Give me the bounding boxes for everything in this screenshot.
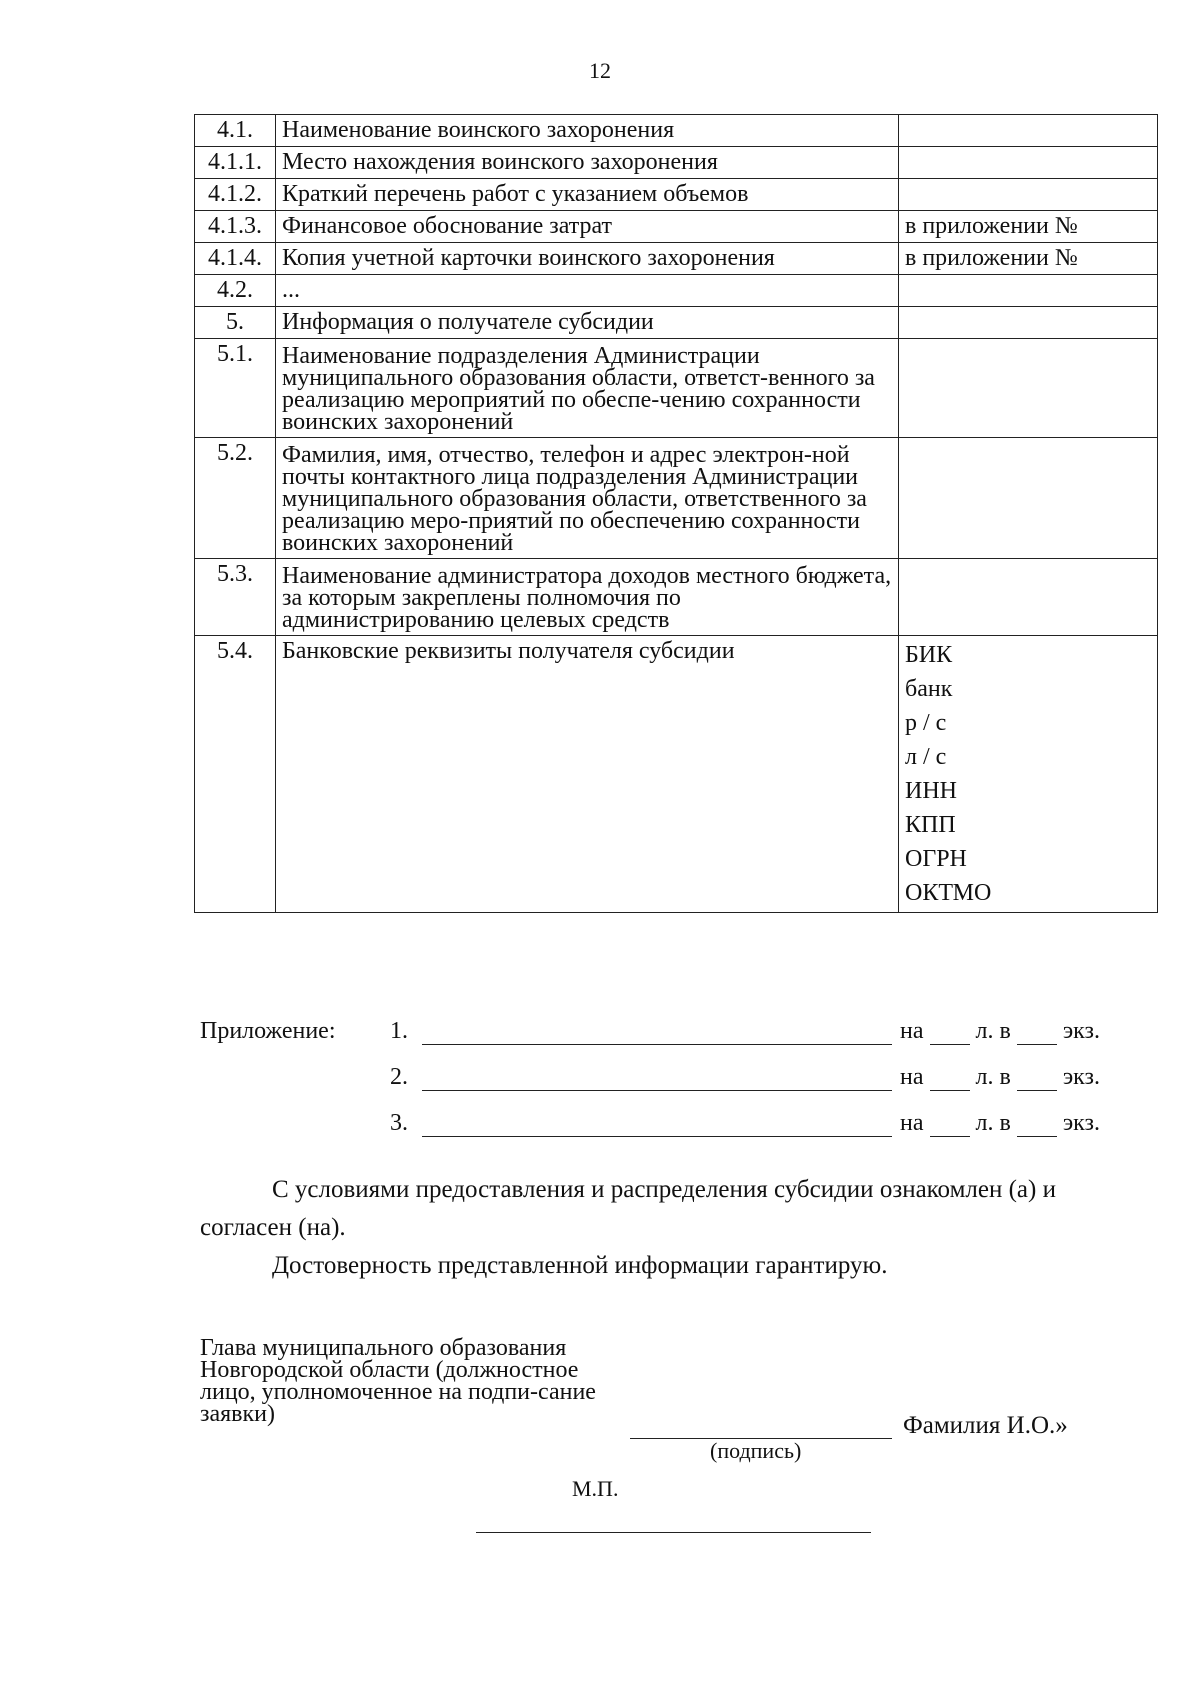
row-description: Копия учетной карточки воинского захоронения (276, 243, 899, 275)
annex-na: на (900, 1064, 924, 1090)
row-value: в приложении № (899, 211, 1158, 243)
row-description: ... (276, 275, 899, 307)
row-number: 4.1.2. (195, 179, 276, 211)
annex-title-blank (422, 1136, 892, 1137)
annex-sheets: л. в (975, 1064, 1011, 1090)
row-number: 4.2. (195, 275, 276, 307)
table-row (195, 636, 1158, 913)
sheets-blank (930, 1022, 970, 1045)
annex-item-number: 2. (390, 1064, 408, 1090)
row-value (899, 438, 1158, 559)
annex-copies: экз. (1062, 1018, 1100, 1044)
bank-field: ОКТМО (905, 880, 992, 906)
row-description: Наименование администратора доходов местного бюджета, за которым закреплены полномочия по администрированию целевых средств (276, 559, 899, 636)
copies-blank (1017, 1068, 1057, 1091)
table-row (195, 275, 1158, 307)
row-value (899, 179, 1158, 211)
application-table (194, 114, 1158, 913)
row-description: Информация о получателе субсидии (276, 307, 899, 339)
row-number: 5.4. (195, 636, 276, 913)
row-number: 4.1.3. (195, 211, 276, 243)
row-number: 5.1. (195, 339, 276, 438)
row-value (899, 115, 1158, 147)
bank-field: КПП (905, 812, 956, 838)
row-description: Наименование подразделения Администрации муниципального образования области, ответст-венного за реализацию мероприятий по обеспе-чению сохранности воинских захоронений (276, 339, 899, 438)
row-description: Место нахождения воинского захоронения (276, 147, 899, 179)
table-row (195, 179, 1158, 211)
table-row (195, 438, 1158, 559)
signatory-position: Глава муниципального образования Новгородской области (должностное лицо, уполномоченное на подпи-сание заявки) (200, 1335, 596, 1427)
agreement-paragraph: С условиями предоставления и распределения субсидии ознакомлен (а) и согласен (на). (200, 1176, 1056, 1241)
annex-copies: экз. (1062, 1110, 1100, 1136)
annex-sheets: л. в (975, 1018, 1011, 1044)
sheets-blank (930, 1114, 970, 1137)
stamp-place: М.П. (572, 1476, 619, 1501)
annex-na: на (900, 1018, 924, 1044)
annex-item-tail (900, 1110, 1100, 1137)
closing-line (476, 1532, 871, 1533)
annex-copies: экз. (1062, 1064, 1100, 1090)
annex-item-number: 1. (390, 1018, 408, 1044)
annex-item-number: 3. (390, 1110, 408, 1136)
signature-caption: (подпись) (710, 1438, 802, 1463)
row-value (899, 339, 1158, 438)
bank-field: ИНН (905, 778, 957, 804)
signatory-name: Фамилия И.О.» (903, 1412, 1068, 1439)
bank-field: л / с (905, 744, 947, 770)
table-row (195, 307, 1158, 339)
row-number: 4.1. (195, 115, 276, 147)
row-number: 5.3. (195, 559, 276, 636)
annex-title-blank (422, 1090, 892, 1091)
row-number: 4.1.1. (195, 147, 276, 179)
table-row (195, 211, 1158, 243)
annex-sheets: л. в (975, 1110, 1011, 1136)
annex-item-tail (900, 1064, 1100, 1091)
row-number: 5.2. (195, 438, 276, 559)
row-value (899, 559, 1158, 636)
row-description: Фамилия, имя, отчество, телефон и адрес электрон-ной почты контактного лица подразделения Администрации муниципального образования области, ответственного за реализацию меро-приятий по обеспечению сохранности воинских захоронений (276, 438, 899, 559)
row-number: 5. (195, 307, 276, 339)
row-description: Краткий перечень работ с указанием объемов (276, 179, 899, 211)
table-row (195, 339, 1158, 438)
table-row (195, 147, 1158, 179)
sheets-blank (930, 1068, 970, 1091)
page-number: 12 (589, 58, 611, 83)
row-value: в приложении № (899, 243, 1158, 275)
annex-na: на (900, 1110, 924, 1136)
row-description: Наименование воинского захоронения (276, 115, 899, 147)
annex-item-tail (900, 1018, 1100, 1045)
row-value (899, 147, 1158, 179)
bank-details-cell (899, 636, 1158, 913)
bank-field: ОГРН (905, 846, 967, 872)
row-value (899, 275, 1158, 307)
annex-label: Приложение: (200, 1018, 336, 1044)
row-description: Финансовое обоснование затрат (276, 211, 899, 243)
table-row (195, 243, 1158, 275)
copies-blank (1017, 1114, 1057, 1137)
bank-field: р / с (905, 710, 947, 736)
table-row (195, 559, 1158, 636)
annex-title-blank (422, 1044, 892, 1045)
bank-field: банк (905, 676, 953, 702)
guarantee-paragraph: Достоверность представленной информации гарантирую. (272, 1252, 888, 1279)
bank-field: БИК (905, 642, 953, 668)
row-number: 4.1.4. (195, 243, 276, 275)
row-description: Банковские реквизиты получателя субсидии (276, 636, 899, 913)
copies-blank (1017, 1022, 1057, 1045)
row-value (899, 307, 1158, 339)
table-row (195, 115, 1158, 147)
